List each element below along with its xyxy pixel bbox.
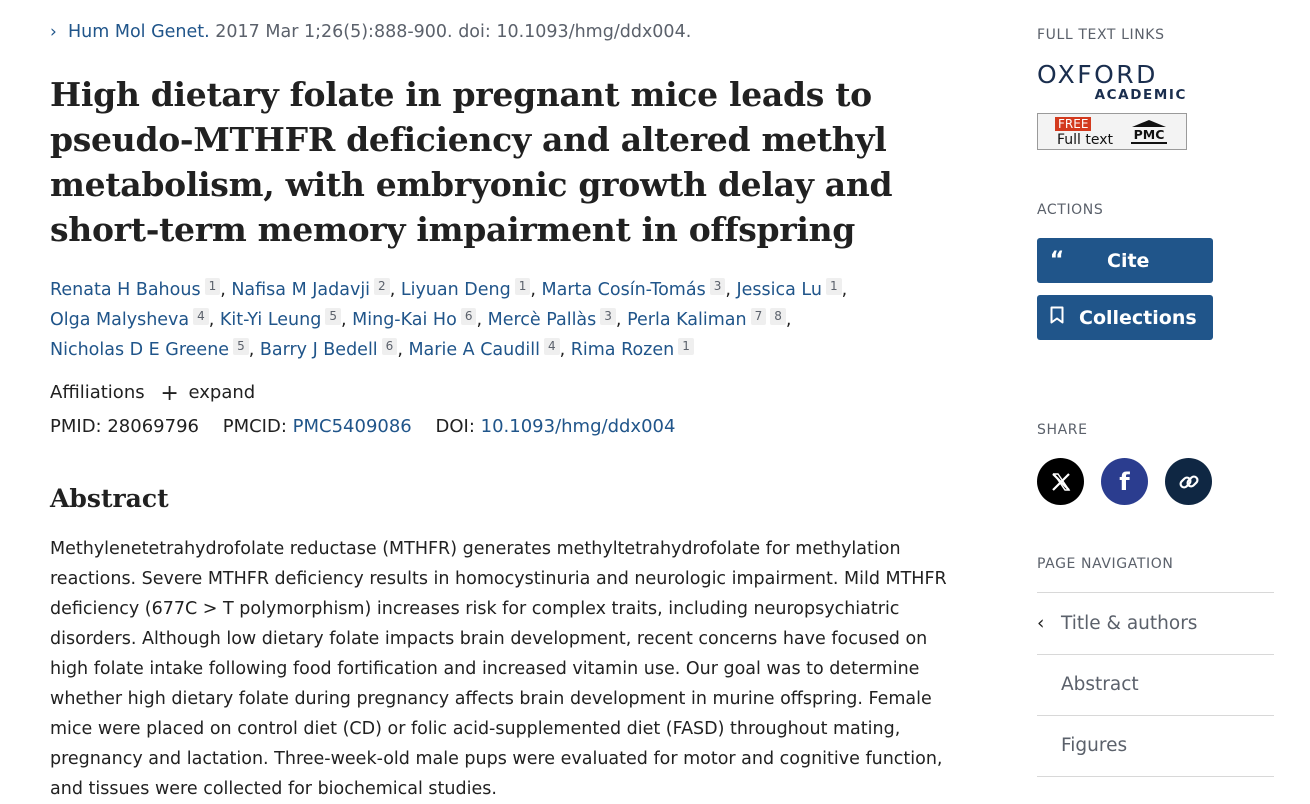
affiliation-number[interactable]: 5: [233, 338, 249, 355]
expand-label: expand: [188, 382, 256, 403]
abstract-text: Methylenetetrahydrofolate reductase (MTHFR) generates methyltetrahydrofolate for methylation reactions. Severe MTHFR deficiency results in homocystinuria and neurologic impairment. Mild MTHFR deficiency (677C > T polymorphism) increases risk for complex traits, including neuropsychiatric disorders. Although low dietary folate impacts brain development, recent concerns have focused on high folate intake following food fortification and increased vitamin use. Our goal was to determine whether high dietary folate during pregnancy affects brain development in murine offspring. Female mice were placed on control diet (CD) or folic acid-supplemented diet (FASD) throughout mating, pregnancy and lactation. Three-week-old male pups were evaluated for motor and cognitive function, and tissues were collected for biochemical studies.: [50, 539, 947, 799]
affiliation-number[interactable]: 3: [710, 278, 726, 295]
page-navigation-label: PAGE NAVIGATION: [1037, 556, 1174, 572]
doi-label: DOI:: [435, 416, 475, 437]
author-link[interactable]: Marie A Caudill: [408, 340, 540, 360]
oxford-academic-logo[interactable]: [1037, 62, 1189, 102]
cite-label: Cite: [1107, 249, 1150, 272]
doi-link[interactable]: 10.1093/hmg/ddx004: [480, 416, 676, 437]
copy-link-button[interactable]: [1165, 458, 1212, 505]
author-link[interactable]: Barry J Bedell: [259, 340, 378, 360]
nav-item-title-authors[interactable]: ‹ Title & authors: [1037, 613, 1198, 634]
author-link[interactable]: Rima Rozen: [570, 340, 675, 360]
author-link[interactable]: Olga Malysheva: [50, 310, 190, 330]
author-link[interactable]: Perla Kaliman: [627, 310, 747, 330]
chevron-right-icon: ›: [50, 22, 57, 42]
author-item: [736, 280, 841, 300]
free-badge: FREE: [1055, 117, 1091, 131]
affiliation-number[interactable]: 6: [382, 338, 398, 355]
article-title: High dietary folate in pregnant mice leads to pseudo-MTHFR deficiency and altered methyl metabolism, with embryonic growth delay and short-term memory impairment in offspring: [50, 75, 893, 249]
share-label: SHARE: [1037, 422, 1088, 438]
nav-item-abstract[interactable]: Abstract: [1061, 674, 1139, 695]
nav-divider: [1037, 776, 1274, 777]
affiliation-number[interactable]: 1: [826, 278, 842, 295]
chevron-left-icon: ‹: [1037, 613, 1045, 634]
author-item: [571, 340, 694, 360]
author-item: [627, 310, 786, 330]
pmcid-label: PMCID:: [222, 416, 287, 437]
pmc-logo-icon: PMC: [1131, 120, 1167, 146]
author-item: [231, 280, 389, 300]
quote-icon: “: [1049, 248, 1065, 273]
affiliation-number[interactable]: 6: [461, 308, 477, 325]
author-item: [488, 310, 616, 330]
citation-line: [50, 22, 691, 42]
author-link[interactable]: Ming-Kai Ho: [352, 310, 457, 330]
journal-link[interactable]: Hum Mol Genet.: [68, 22, 210, 42]
author-link[interactable]: Renata H Bahous: [50, 280, 201, 300]
author-item: [401, 280, 531, 300]
author-link[interactable]: Kit-Yi Leung: [219, 310, 322, 330]
author-item: [542, 280, 726, 300]
pmc-free-full-text-link[interactable]: [1037, 113, 1187, 150]
affiliation-number[interactable]: 2: [374, 278, 390, 295]
author-item: [220, 310, 341, 330]
bookmark-icon: [1037, 305, 1077, 330]
collections-label: Collections: [1079, 306, 1197, 329]
author-item: [50, 340, 249, 360]
full-text-label: Full text: [1057, 132, 1114, 148]
nav-item-figures[interactable]: Figures: [1061, 735, 1128, 756]
abstract-heading: Abstract: [50, 484, 169, 513]
author-item: [260, 340, 397, 360]
affiliation-number[interactable]: 1: [515, 278, 531, 295]
full-text-links-label: FULL TEXT LINKS: [1037, 27, 1165, 43]
oxford-logo-bottom: ACADEMIC: [1094, 87, 1187, 103]
affiliation-number[interactable]: 1: [205, 278, 221, 295]
affiliation-number[interactable]: 3: [600, 308, 616, 325]
affiliation-number[interactable]: 7: [751, 308, 767, 325]
cite-button[interactable]: [1037, 238, 1213, 283]
share-x-button[interactable]: [1037, 458, 1084, 505]
author-item: [50, 310, 209, 330]
author-link[interactable]: Liyuan Deng: [400, 280, 511, 300]
oxford-logo-top: OXFORD: [1037, 60, 1158, 89]
author-link[interactable]: Marta Cosín-Tomás: [541, 280, 706, 300]
affiliations-toggle[interactable]: [50, 381, 256, 406]
share-facebook-button[interactable]: [1101, 458, 1148, 505]
author-list: Renata H Bahous 1 , Nafisa M Jadavji 2 , Liyuan Deng 1 , Marta Cosín-Tomás 3 , Jessica Lu 1 , Olga Malysheva 4 , Kit-Yi Leung 5 , Ming-Kai Ho 6 , Mercè Pallàs 3 , Perla Kaliman 7 8 , Nicholas D E Greene 5 , Barry J Bedell 6 , Marie A Caudill 4 , Rima Rozen 1: [50, 279, 848, 360]
author-link[interactable]: Nicholas D E Greene: [50, 340, 230, 360]
nav-divider: [1037, 715, 1274, 716]
pmcid-link[interactable]: PMC5409086: [292, 416, 412, 437]
nav-divider: [1037, 592, 1274, 593]
nav-divider: [1037, 654, 1274, 655]
author-link[interactable]: Jessica Lu: [736, 280, 822, 300]
actions-label: ACTIONS: [1037, 202, 1104, 218]
affiliations-label: Affiliations: [50, 382, 145, 403]
facebook-icon: f: [1119, 467, 1130, 496]
affiliation-number[interactable]: 1: [678, 338, 694, 355]
link-icon: [1177, 470, 1201, 494]
affiliation-number[interactable]: 8: [770, 308, 786, 325]
pmid-value: 28069796: [107, 416, 199, 437]
collections-button[interactable]: [1037, 295, 1213, 340]
identifiers: [50, 416, 675, 437]
pmid-label: PMID:: [50, 416, 102, 437]
author-link[interactable]: Mercè Pallàs: [487, 310, 597, 330]
author-item: [50, 280, 220, 300]
author-link[interactable]: Nafisa M Jadavji: [231, 280, 371, 300]
author-item: [352, 310, 476, 330]
x-icon: [1050, 471, 1072, 493]
affiliation-number[interactable]: 5: [325, 308, 341, 325]
plus-icon: +: [160, 381, 179, 406]
author-item: [408, 340, 559, 360]
citation-details: 2017 Mar 1;26(5):888-900. doi: 10.1093/hmg/ddx004.: [215, 22, 692, 42]
affiliation-number[interactable]: 4: [544, 338, 560, 355]
affiliation-number[interactable]: 4: [193, 308, 209, 325]
